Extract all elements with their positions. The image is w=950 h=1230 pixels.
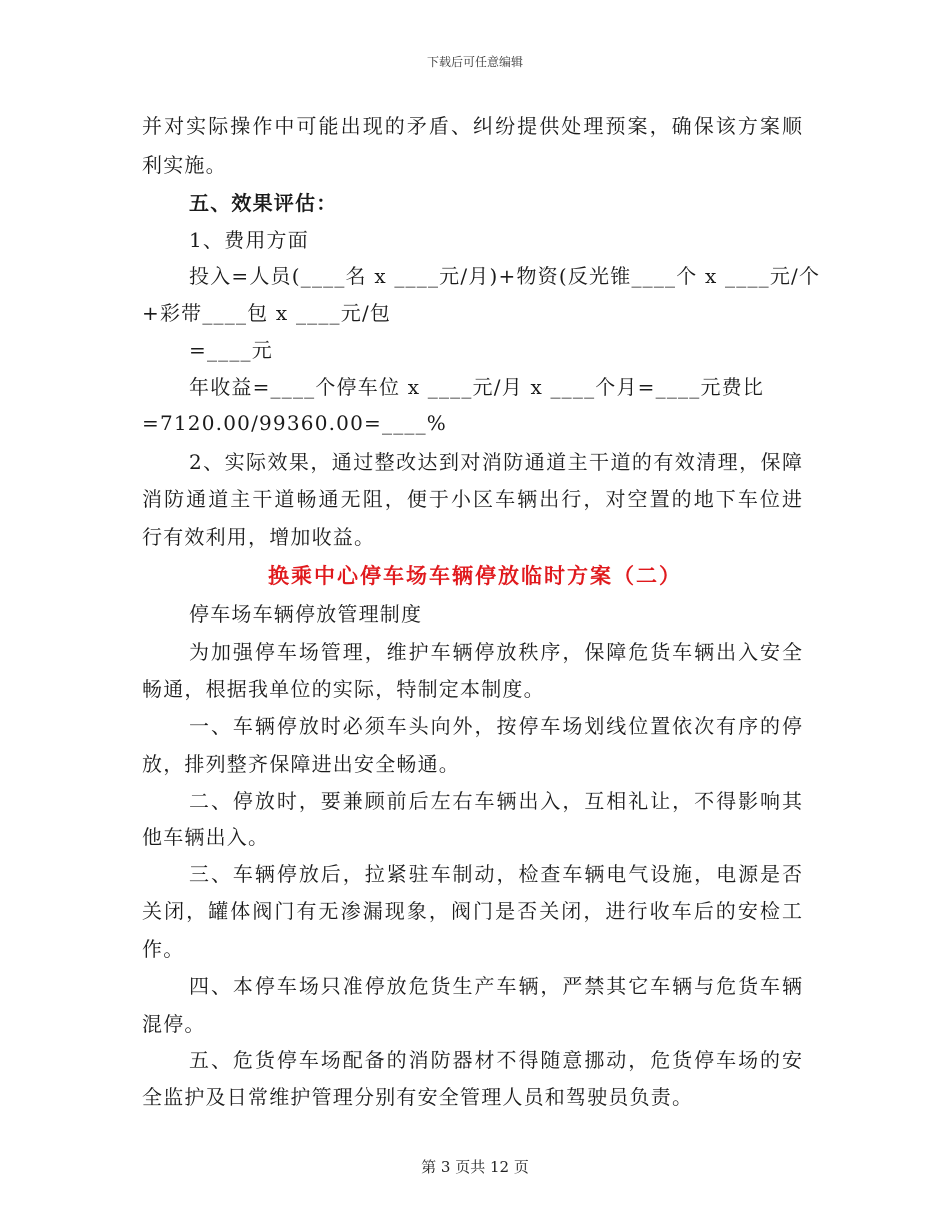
paragraph-line: 2、实际效果，通过整改达到对消防通道主干道的有效清理，保障 (189, 450, 802, 474)
subsection-heading: 1、费用方面 (189, 228, 309, 252)
paragraph-line: 三、车辆停放后，拉紧驻车制动，检查车辆电气设施，电源是否 (189, 862, 802, 886)
section-heading: 五、效果评估： (189, 191, 338, 215)
paragraph-line: 利实施。 (142, 153, 227, 177)
paragraph-line: 混停。 (142, 1012, 206, 1036)
section-title: 换乘中心停车场车辆停放临时方案（二） (268, 563, 682, 588)
page-header: 下载后可任意编辑 (426, 55, 523, 69)
formula-line: 年收益=____个停车位 x ____元/月 x ____个月=____元费比 (189, 375, 765, 399)
paragraph-line: 全监护及日常维护管理分别有安全管理人员和驾驶员负责。 (142, 1085, 694, 1109)
paragraph-line: 畅通，根据我单位的实际，特制定本制度。 (142, 677, 545, 701)
paragraph-line: 五、危货停车场配备的消防器材不得随意挪动，危货停车场的安 (189, 1048, 802, 1072)
paragraph-line: 为加强停车场管理，维护车辆停放秩序，保障危货车辆出入安全 (189, 640, 802, 664)
paragraph-line: 作。 (142, 937, 185, 961)
paragraph-line: 四、本停车场只准停放危货生产车辆，严禁其它车辆与危货车辆 (189, 974, 802, 998)
formula-line: =7120.00/99360.00=____% (142, 411, 447, 435)
formula-line: 投入=人员(____名 x ____元/月)+物资(反光锥____个 x ____元/个 (189, 264, 821, 288)
paragraph-line: 关闭，罐体阀门有无渗漏现象，阀门是否关闭，进行收车后的安检工 (142, 899, 802, 923)
page-footer: 第 3 页共 12 页 (421, 1158, 529, 1176)
paragraph-line: 二、停放时，要兼顾前后左右车辆出入，互相礼让，不得影响其 (189, 789, 802, 813)
document-subtitle: 停车场车辆停放管理制度 (189, 602, 423, 626)
formula-line: +彩带____包 x ____元/包 (142, 301, 392, 325)
paragraph-line: 行有效利用，增加收益。 (142, 525, 376, 549)
formula-line: =____元 (189, 338, 273, 362)
paragraph-line: 放，排列整齐保障进出安全畅通。 (142, 752, 460, 776)
paragraph-line: 并对实际操作中可能出现的矛盾、纠纷提供处理预案，确保该方案顺 (142, 114, 802, 138)
paragraph-line: 一、车辆停放时必须车头向外，按停车场划线位置依次有序的停 (189, 714, 802, 738)
paragraph-line: 他车辆出入。 (142, 825, 270, 849)
paragraph-line: 消防通道主干道畅通无阻，便于小区车辆出行，对空置的地下车位进 (142, 487, 802, 511)
